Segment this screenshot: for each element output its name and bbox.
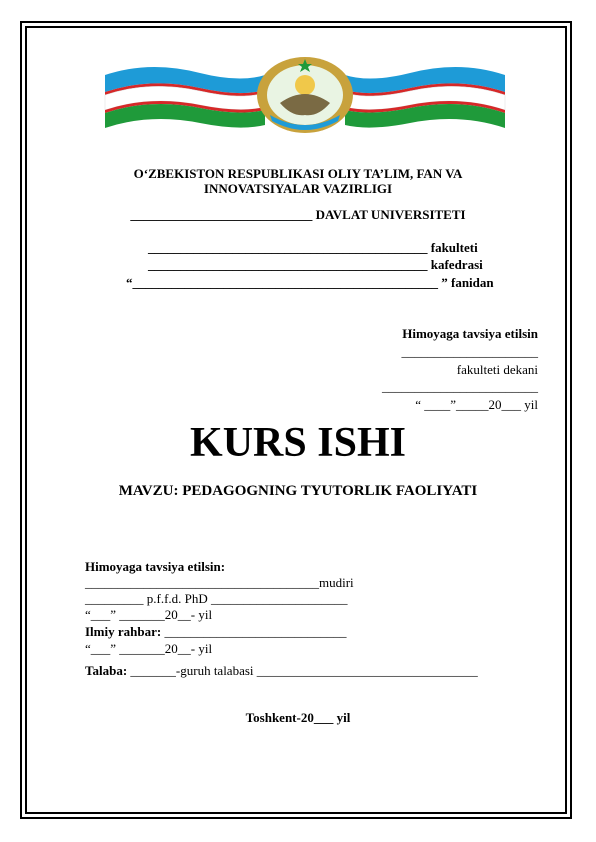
head-of-department-line: ____________________________________mudiri	[85, 575, 354, 590]
supervisor-line	[85, 624, 346, 639]
degree-line: _________ p.f.f.d. PhD _____________________	[85, 591, 348, 606]
supervisor-blank: ____________________________	[161, 624, 347, 639]
university-line: ____________________________ DAVLAT UNIVERSITETI	[130, 207, 466, 222]
document-title: KURS ISHI	[190, 420, 406, 466]
state-emblem-flag-banner	[90, 55, 520, 135]
defense-date-2: “___” _______20__- yil	[85, 641, 213, 656]
supervisor-label: Ilmiy rahbar:	[85, 624, 162, 639]
faculty-line: ___________________________________________ fakulteti	[148, 240, 478, 255]
ministry-line-1: O‘ZBEKISTON RESPUBLIKASI OLIY TA’LIM, FAN VA	[133, 166, 463, 181]
defense-date-1: “___” _______20__- yil	[85, 607, 213, 622]
approval-blank-1: _____________________	[401, 344, 538, 359]
approval-date: “ ____”_____20___ yil	[415, 397, 538, 412]
dean-label: fakulteti dekani	[456, 362, 538, 377]
topic-line: MAVZU: PEDAGOGNING TYUTORLIK FAOLIYATI	[118, 483, 478, 499]
department-line: ___________________________________________ kafedrasi	[148, 257, 483, 272]
city-year: Toshkent-20___ yil	[245, 710, 351, 725]
defense-label: Himoyaga tavsiya etilsin:	[85, 559, 226, 574]
approval-title: Himoyaga tavsiya etilsin	[402, 326, 538, 341]
student-line	[85, 663, 478, 678]
student-rest: _______-guruh talabasi __________________________________	[127, 663, 478, 678]
ministry-line-2: INNOVATSIYALAR VAZIRLIGI	[203, 181, 393, 196]
student-label: Talaba:	[85, 663, 128, 678]
approval-blank-2: ________________________	[382, 379, 538, 394]
subject-line: “_______________________________________________ ” fanidan	[126, 275, 494, 290]
